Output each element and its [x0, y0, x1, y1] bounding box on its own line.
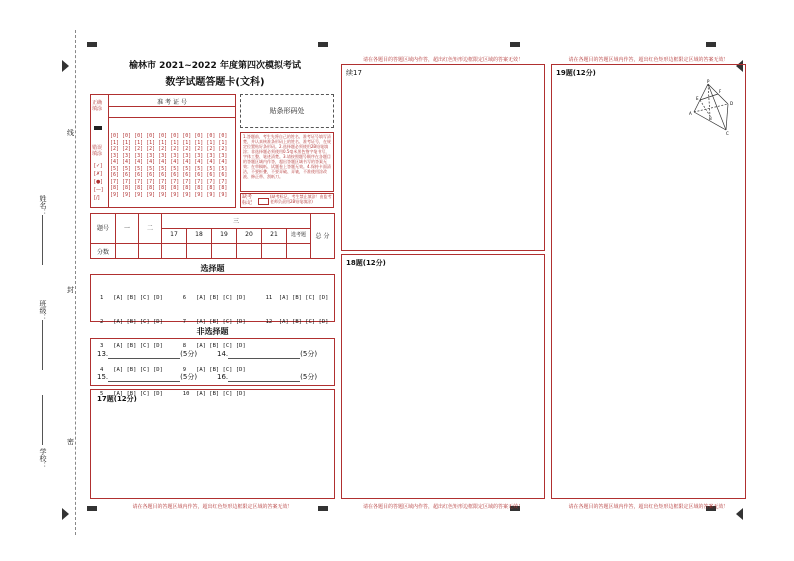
notes-text: 1.答题前，考生先将自己的姓名、准考证号填写清楚，并认真核准条形码上的姓名、准考证号，在规定位置贴好条形码。2.选择题必须使用2B铅笔填涂；非选择题必须使用0.5毫米黑色签字笔书写，字体工整、笔迹清楚。3.请按照题号顺序在各题目的答题区域内作答，超出答题区域书写的答案无效；在草稿纸、试题卷上答题无效。4.保持卡面清洁，不要折叠，不要弄破、弄皱，不准使用涂改液、修正带、刮纸刀。	[243, 134, 331, 179]
barcode-area	[240, 94, 334, 128]
digit-row[interactable]: [2] [2] [2] [2] [2] [2] [2] [2] [2] [2]	[110, 146, 228, 152]
school-label: 学校：	[39, 448, 47, 469]
correct-fill-label: 正确填涂	[92, 100, 103, 112]
q16-points: (5分)	[300, 373, 318, 381]
seal-char: 密	[67, 438, 74, 446]
alignment-mark	[318, 42, 328, 47]
nonchoice-title: 非选择题	[196, 327, 229, 336]
digit-row[interactable]: [1] [1] [1] [1] [1] [1] [1] [1] [1] [1]	[110, 139, 228, 146]
choice-title: 选择题	[200, 264, 225, 273]
exam-number-title: 准 考 证 号	[157, 99, 187, 106]
score-row-label: 分数	[96, 249, 109, 256]
q14-label: 14.	[217, 350, 229, 358]
score-total: 总 分	[315, 233, 330, 240]
q17-continued-label: 续17	[346, 69, 362, 77]
label-E: E	[696, 96, 699, 101]
binding-line	[75, 30, 76, 535]
label-F: F	[719, 89, 722, 94]
q14-line[interactable]	[217, 349, 317, 359]
digit-row[interactable]: [7] [7] [7] [7] [7] [7] [7] [7] [7] [7]	[110, 178, 228, 185]
label-P: P	[707, 79, 710, 84]
school-field[interactable]	[42, 395, 43, 445]
card-title: 数学试题答题卡(文科)	[165, 77, 265, 88]
divider	[108, 94, 109, 208]
label-B: B	[709, 116, 712, 121]
q13-line[interactable]	[97, 349, 197, 359]
digit-row[interactable]: [4] [4] [4] [4] [4] [4] [4] [4] [4] [4]	[110, 159, 228, 165]
alignment-mark	[87, 42, 97, 47]
q13-points: (5分)	[180, 350, 198, 358]
score-subcol: 21	[270, 231, 278, 238]
score-table	[90, 213, 335, 259]
q16-line[interactable]	[217, 372, 317, 382]
exam-title: 榆林市 2021~2022 年度第四次模拟考试	[129, 61, 301, 71]
q18-answer-area[interactable]	[341, 254, 545, 499]
top-warning: 请在各题目的答题区域内作答，超出红色矩形边框限定区域的答案无效！	[568, 57, 729, 63]
score-col: 二	[146, 225, 153, 232]
q17-answer-area[interactable]	[90, 389, 335, 499]
q18-label: 18题(12分)	[346, 259, 386, 267]
label-C: C	[726, 131, 729, 136]
corner-triangle	[62, 508, 69, 520]
exam-number-bubbles[interactable]	[110, 133, 227, 198]
label-A: A	[689, 111, 692, 116]
score-subcol: 选考题	[290, 232, 306, 238]
digit-row[interactable]: [8] [8] [8] [8] [8] [8] [8] [8] [8] [8]	[110, 185, 228, 191]
score-subcol: 19	[220, 231, 228, 238]
divider	[108, 106, 236, 107]
score-header-tihao: 题号	[96, 225, 109, 232]
class-field[interactable]	[42, 320, 43, 370]
digit-row[interactable]: [5] [5] [5] [5] [5] [5] [5] [5] [5] [5]	[110, 165, 228, 172]
seal-char: 封	[67, 286, 74, 294]
absent-note: (缺考标记，考生禁止填涂！由监考老师负责用2B铅笔填涂)	[270, 194, 332, 204]
seal-char: 线	[67, 129, 74, 137]
absent-label: 缺考标记	[242, 194, 253, 206]
q16-label: 16.	[217, 373, 229, 381]
name-field[interactable]	[42, 215, 43, 265]
digit-row[interactable]: [6] [6] [6] [6] [6] [6] [6] [6] [6] [6]	[110, 172, 228, 178]
score-col: 三	[232, 218, 239, 225]
choice-row[interactable]: 4 [A] [B] [C] [D] 9 [A] [B] [C] [D]	[100, 367, 246, 373]
barcode-label: 贴条形码处	[269, 107, 305, 115]
q14-points: (5分)	[300, 350, 318, 358]
wrong-fill-label: 错误填涂	[92, 145, 103, 157]
bottom-warning: 请在各题目的答题区域内作答，超出红色矩形边框限定区域的答案无效！	[568, 504, 729, 510]
q15-label: 15.	[97, 373, 109, 381]
q17-label: 17题(12分)	[97, 395, 137, 403]
q17-continued-area[interactable]	[341, 64, 545, 251]
absent-checkbox[interactable]	[258, 198, 269, 205]
score-col: 一	[123, 225, 130, 232]
name-label: 姓名：	[39, 195, 47, 216]
label-D: D	[730, 101, 734, 106]
divider	[108, 117, 236, 118]
top-warning: 请在各题目的答题区域内作答，超出红色矩形边框限定区域的答案无效！	[362, 57, 523, 63]
q15-points: (5分)	[180, 373, 198, 381]
alignment-mark	[706, 42, 716, 47]
score-subcol: 20	[245, 231, 253, 238]
q15-line[interactable]	[97, 372, 197, 382]
choice-row[interactable]: 2 [A] [B] [C] [D] 7 [A] [B] [C] [D] 12 [A] [B] [C] [D]	[100, 319, 329, 325]
score-subcol: 18	[195, 231, 203, 238]
digit-row[interactable]: [0] [0] [0] [0] [0] [0] [0] [0] [0] [0]	[110, 133, 228, 139]
correct-fill-sample	[94, 126, 102, 130]
score-subcol: 17	[170, 231, 178, 238]
choice-row[interactable]: 1 [A] [B] [C] [D] 6 [A] [B] [C] [D] 11 [A] [B] [C] [D]	[100, 295, 329, 301]
q13-label: 13.	[97, 350, 109, 358]
digit-row[interactable]: [9] [9] [9] [9] [9] [9] [9] [9] [9] [9]	[110, 191, 228, 198]
bottom-warning: 请在各题目的答题区域内作答，超出红色矩形边框限定区域的答案无效！	[132, 504, 293, 510]
pyramid-figure	[688, 78, 744, 140]
digit-row[interactable]: [3] [3] [3] [3] [3] [3] [3] [3] [3] [3]	[110, 152, 228, 159]
corner-triangle	[62, 60, 69, 72]
choice-row[interactable]: 5 [A] [B] [C] [D] 10 [A] [B] [C] [D]	[100, 391, 246, 397]
q19-label: 19题(12分)	[556, 69, 596, 77]
alignment-mark	[510, 42, 520, 47]
choice-row[interactable]: 3 [A] [B] [C] [D] 8 [A] [B] [C] [D]	[100, 343, 246, 349]
wrong-fill-samples: [✓] [✗] [●] [—] [/]	[94, 163, 103, 201]
bottom-warning: 请在各题目的答题区域内作答，超出红色矩形边框限定区域的答案无效！	[362, 504, 523, 510]
class-label: 班级：	[39, 300, 47, 321]
